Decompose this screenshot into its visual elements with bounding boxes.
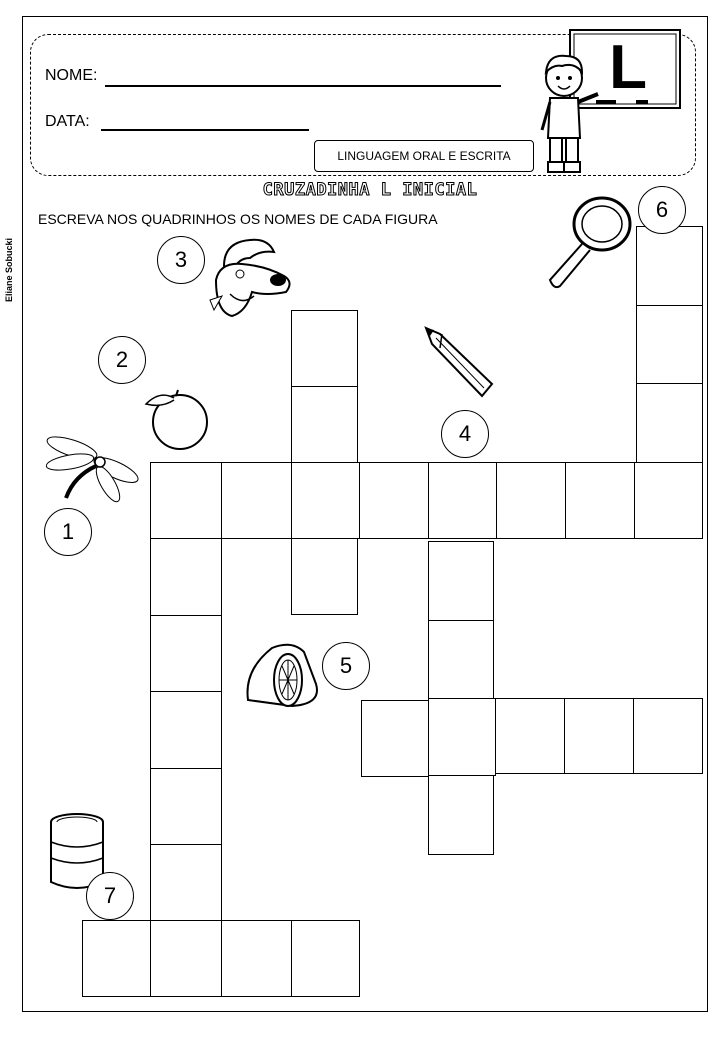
word5-cell-3[interactable] [495,698,565,774]
name-label: NOME: [45,67,98,84]
word4-cell-5[interactable] [428,775,494,855]
word7-cell-2[interactable] [150,920,222,997]
clue-number-3: 3 [157,236,205,284]
word4-cell-3[interactable] [428,620,494,699]
subject-label: LINGUAGEM ORAL E ESCRITA [314,140,534,172]
clue-number-2: 2 [98,336,146,384]
word1-cell-2[interactable] [150,538,222,616]
word2-cell-7[interactable] [565,462,635,539]
word1-cell-6[interactable] [150,844,222,921]
clue-number-1: 1 [44,508,92,556]
worksheet-title: CRUZADINHA L INICIAL [262,180,478,200]
clue-number-4: 4 [441,410,489,458]
pencil-icon [422,324,496,402]
word1-cell-5[interactable] [150,768,222,845]
name-line [105,85,501,87]
wolf-icon [206,236,298,322]
word5-cell-4[interactable] [564,698,634,774]
clue-number-7: 7 [86,872,134,920]
word6-cell-2[interactable] [636,305,703,384]
word7-cell-3[interactable] [221,920,292,997]
lemon-icon [242,640,324,710]
word6-cell-3[interactable] [636,383,703,463]
word6-cell-1[interactable] [636,226,703,306]
board-letter: L [609,33,647,102]
teacher-board-icon [536,26,686,178]
word1-cell-1[interactable] [150,462,222,539]
word3-cell-4[interactable] [291,538,358,615]
magnifier-icon [542,192,634,292]
author-credit: Eliane Sobucki [4,238,14,303]
word1-cell-3[interactable] [150,615,222,692]
dragonfly-icon [44,434,140,500]
word7-cell-1[interactable] [82,920,151,997]
word5-cell-5[interactable] [633,698,703,774]
date-line [101,129,309,131]
date-label: DATA: [45,113,90,130]
word4-cell-2[interactable] [428,541,494,621]
instruction-text: ESCREVA NOS QUADRINHOS OS NOMES DE CADA FIGURA [38,211,438,227]
clue-number-5: 5 [322,642,370,690]
word7-cell-4[interactable] [291,920,360,997]
word2-cell-6[interactable] [496,462,566,539]
word4-cell-4[interactable] [428,698,496,776]
word2-cell-8[interactable] [634,462,703,539]
word3-cell-2[interactable] [291,386,358,463]
clue-number-6: 6 [638,186,686,234]
word1-cell-4[interactable] [150,691,222,769]
word2-cell-2[interactable] [221,462,292,539]
word2-cell-3[interactable] [291,462,360,539]
orange-icon [140,386,212,452]
word2-cell-5[interactable] [428,462,497,539]
word5-cell-1[interactable] [361,700,429,777]
word2-cell-4[interactable] [359,462,429,539]
word3-cell-1[interactable] [291,310,358,387]
